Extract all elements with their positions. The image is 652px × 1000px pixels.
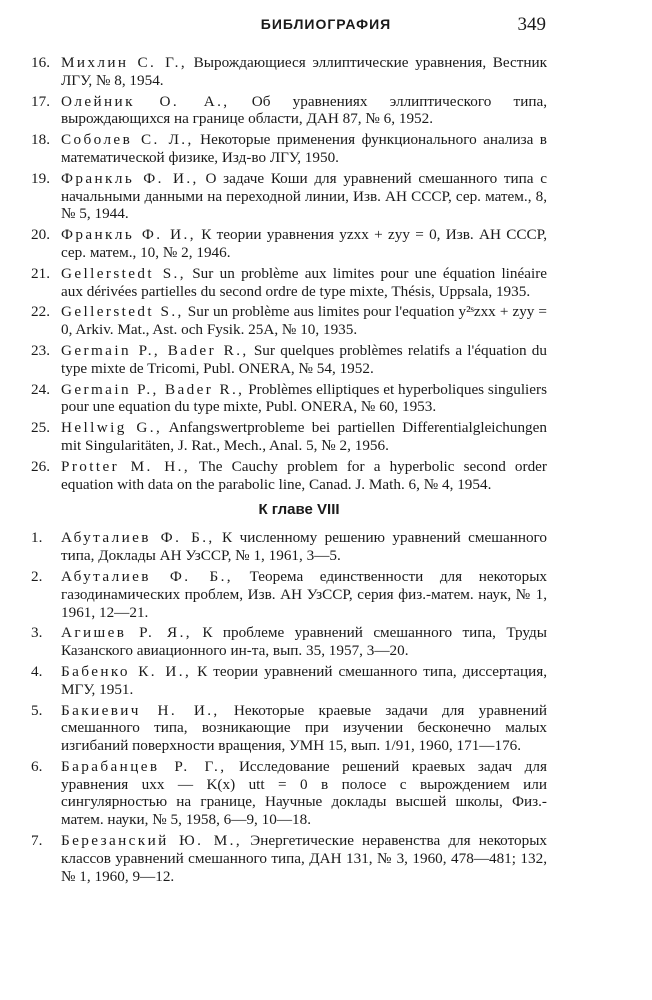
reference-number: 17. — [31, 92, 50, 110]
reference-item — [31, 226, 547, 262]
reference-text: Sur un problème aus limites pour l'equation y²ˢzxx + zyy = 0, Arkiv. Mat., Ast. och Fysik. 25A, № 10, 1935. — [61, 303, 547, 339]
reference-number: 4. — [31, 662, 43, 680]
reference-item — [31, 624, 547, 660]
reference-item — [31, 54, 547, 90]
reference-text: Исследование решений краевых задач для уравнения uxx — K(x) utt = 0 в полосе с вырождением или сингулярностью на границе, Научные доклады высшей школы, Физ.-матем. науки, № 5, 1958, 6—9, 10—18. — [61, 757, 547, 829]
reference-text: К теории уравнения yzxx + zyy = 0, Изв. АН СССР, сер. матем., 10, № 2, 1946. — [61, 226, 547, 261]
reference-item — [31, 568, 547, 621]
reference-number: 19. — [31, 169, 50, 187]
reference-author: Gellerstedt S., — [61, 303, 184, 321]
reference-number: 25. — [31, 419, 50, 437]
reference-list-bottom — [31, 529, 547, 885]
reference-author: Protter M. H., — [61, 457, 191, 475]
reference-author: Hellwig G., — [61, 419, 163, 437]
reference-number: 20. — [31, 226, 50, 244]
reference-item — [31, 381, 547, 417]
reference-text: Anfangswertprobleme bei partiellen Differentialgleichungen mit Singularitäten, J. Rat., Mech., Anal. 5, № 2, 1956. — [61, 419, 547, 454]
reference-item — [31, 265, 547, 301]
reference-number: 6. — [31, 757, 43, 775]
reference-text: Некоторые краевые задачи для уравнений смешанного типа, возникающие при изучении бесконечно малых изгибаний поверхности вращения, УМН 15, вып. 1/91, 1960, 171—176. — [61, 701, 547, 755]
reference-author: Олейник О. А., — [61, 92, 230, 110]
reference-text: О задаче Коши для уравнений смешанного типа с начальными данными на переходной линии, Изв. АН СССР, сер. матем., 8, № 5, 1944. — [61, 169, 547, 223]
reference-text: Problèmes elliptiques et hyperboliques singuliers pour une equation du type mixte, Publ. ONERA, № 60, 1953. — [61, 380, 547, 416]
reference-text: The Cauchy problem for a hyperbolic second order equation with data on the parabolic line, Canad. J. Math. 6, № 4, 1954. — [61, 457, 547, 493]
reference-author: Бакиевич Н. И., — [61, 701, 220, 719]
reference-author: Березанский Ю. М., — [61, 832, 243, 850]
reference-item — [31, 419, 547, 455]
reference-number: 24. — [31, 380, 50, 398]
reference-list-top — [31, 54, 547, 493]
reference-item — [31, 663, 547, 699]
reference-text: Теорема единственности для некоторых газодинамических проблем, Изв. АН УзССР, серия физ.-матем. наук, № 1, 1961, 12—21. — [61, 567, 548, 621]
reference-number: 3. — [31, 624, 43, 642]
reference-number: 7. — [31, 832, 43, 850]
reference-item — [31, 93, 547, 129]
reference-number: 16. — [31, 54, 50, 71]
bibliography — [31, 54, 547, 888]
reference-number: 21. — [31, 264, 50, 282]
reference-number: 2. — [31, 567, 43, 585]
reference-author: Михлин С. Г., — [61, 54, 188, 71]
reference-text: Некоторые применения функционального анализа в математической физике, Изд-во ЛГУ, 1950. — [61, 131, 547, 166]
reference-author: Gellerstedt S., — [61, 264, 186, 282]
reference-author: Барабанцев Р. Г., — [61, 757, 227, 775]
reference-author: Бабенко К. И., — [61, 662, 192, 680]
reference-number: 1. — [31, 529, 43, 547]
reference-number: 22. — [31, 303, 50, 321]
reference-number: 5. — [31, 701, 43, 719]
reference-text: Энергетические неравенства для некоторых классов уравнений смешанного типа, ДАН 131, № 3, 1960, 478—481; 132, № 1, 1960, 9—12. — [61, 832, 547, 885]
reference-text: Об уравнениях эллиптического типа, вырождающихся на границе области, ДАН 87, № 6, 1952. — [61, 92, 547, 128]
reference-item — [31, 758, 547, 829]
reference-author: Germain P., Bader R., — [61, 341, 249, 359]
page-number: 349 — [517, 14, 546, 35]
reference-item — [31, 131, 547, 167]
reference-number: 23. — [31, 341, 50, 359]
reference-text: Sur quelques problèmes relatifs a l'équation du type mixte de Tricomi, Publ. ONERA, № 54, 1952. — [61, 341, 547, 377]
reference-item — [31, 342, 547, 378]
reference-text: К численному решению уравнений смешанного типа, Доклады АН УзССР, № 1, 1961, 3—5. — [61, 529, 547, 565]
reference-item — [31, 458, 547, 494]
reference-author: Агишев Р. Я., — [61, 624, 192, 642]
running-head — [0, 14, 652, 40]
reference-item — [31, 832, 547, 885]
reference-item — [31, 303, 547, 339]
reference-item — [31, 170, 547, 223]
reference-text: К теории уравнений смешанного типа, диссертация, МГУ, 1951. — [61, 662, 547, 698]
reference-text: К проблеме уравнений смешанного типа, Труды Казанского авиационного ин-та, вып. 35, 1957, 3—20. — [61, 624, 547, 660]
reference-item — [31, 529, 547, 565]
running-title: БИБЛИОГРАФИЯ — [260, 16, 392, 32]
reference-author: Франкль Ф. И., — [61, 226, 196, 244]
reference-number: 26. — [31, 457, 50, 475]
reference-author: Germain P., Bader R., — [61, 380, 245, 398]
section-heading: К главе VIII — [258, 501, 340, 519]
reference-text: Вырождающиеся эллиптические уравнения, Вестник ЛГУ, № 8, 1954. — [61, 54, 547, 89]
reference-text: Sur un problème aux limites pour une équation linéaire aux dérivées partielles du second ordre de type mixte, Thésis, Uppsala, 1935. — [61, 264, 547, 300]
reference-item — [31, 702, 547, 755]
reference-author: Франкль Ф. И., — [61, 169, 199, 187]
reference-number: 18. — [31, 131, 50, 149]
reference-author: Соболев С. Л., — [61, 131, 194, 149]
reference-author: Абуталиев Ф. Б., — [61, 567, 233, 585]
reference-author: Абуталиев Ф. Б., — [61, 529, 215, 547]
